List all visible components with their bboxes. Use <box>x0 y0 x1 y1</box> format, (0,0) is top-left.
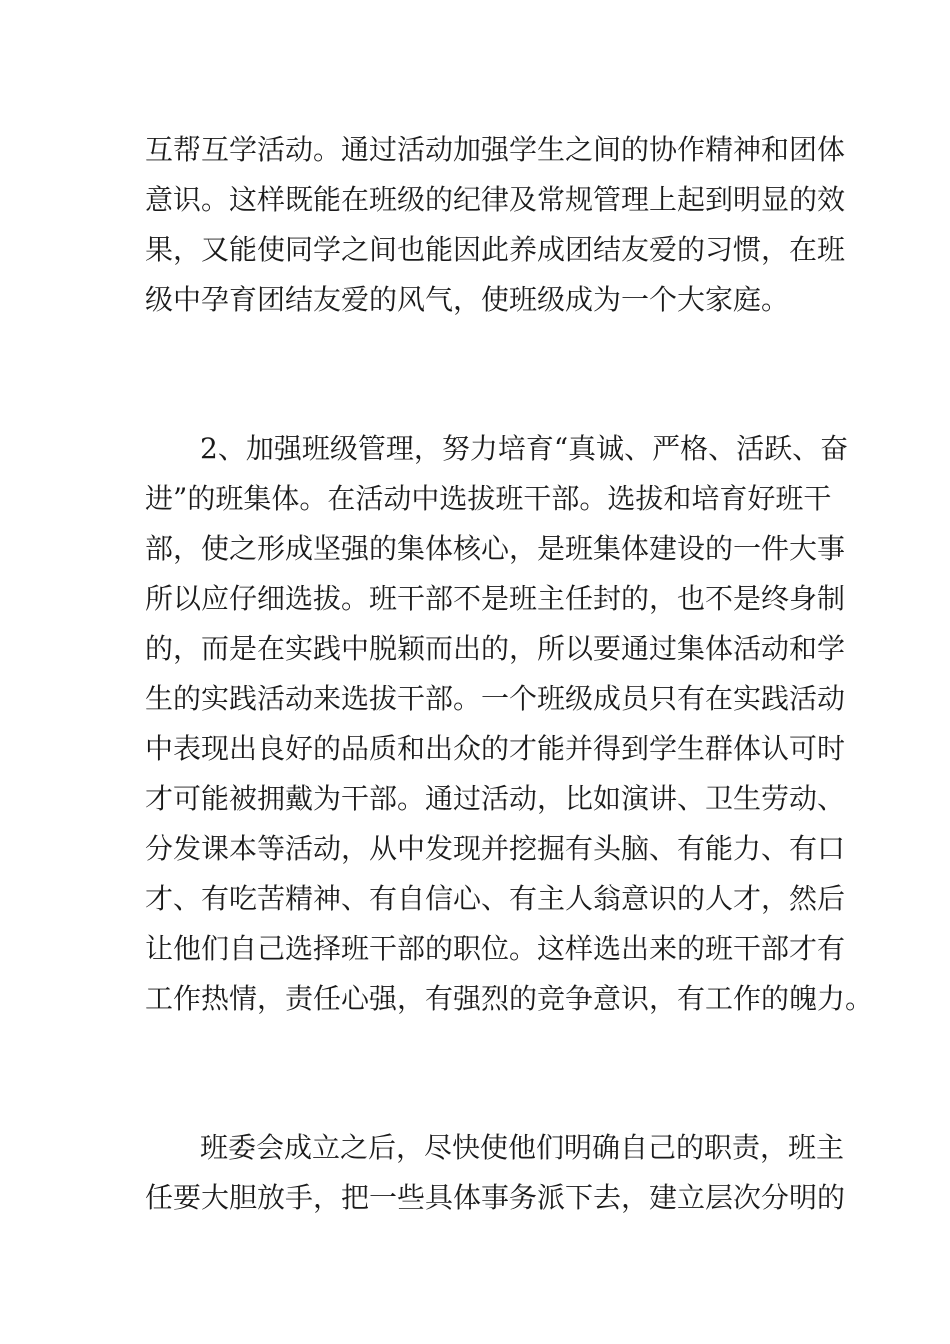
paragraph-1-line-4: 级中孕育团结友爱的风气，使班级成为一个大家庭。 <box>145 283 790 316</box>
paragraph-3-line-2: 任要大胆放手，把一些具体事务派下去，建立层次分明的 <box>145 1181 846 1214</box>
paragraph-2-line-2: 进”的班集体。在活动中选拔班干部。选拔和培育好班干 <box>145 482 832 515</box>
paragraph-2-line-8: 才可能被拥戴为干部。通过活动，比如演讲、卫生劳动、 <box>145 782 846 815</box>
paragraph-2-line-5: 的，而是在实践中脱颖而出的，所以要通过集体活动和学 <box>145 632 846 665</box>
paragraph-1-line-3: 果，又能使同学之间也能因此养成团结友爱的习惯，在班 <box>145 233 846 266</box>
paragraph-2-line-7: 中表现出良好的品质和出众的才能并得到学生群体认可时 <box>145 732 846 765</box>
paragraph-1-line-1: 互帮互学活动。通过活动加强学生之间的协作精神和团体 <box>145 133 846 166</box>
paragraph-2-line-1: 2、加强班级管理，努力培育“真诚、严格、活跃、奋 <box>200 432 849 465</box>
paragraph-2-line-4: 所以应仔细选拔。班干部不是班主任封的，也不是终身制 <box>145 582 846 615</box>
paragraph-2-line-11: 让他们自己选择班干部的职位。这样选出来的班干部才有 <box>145 932 846 965</box>
paragraph-2-line-9: 分发课本等活动，从中发现并挖掘有头脑、有能力、有口 <box>145 832 846 865</box>
paragraph-2-line-6: 生的实践活动来选拔干部。一个班级成员只有在实践活动 <box>145 682 846 715</box>
paragraph-2-line-12: 工作热情，责任心强，有强烈的竞争意识，有工作的魄力。 <box>145 982 874 1015</box>
paragraph-3-line-1: 班委会成立之后，尽快使他们明确自己的职责，班主 <box>200 1131 845 1164</box>
paragraph-2-line-3: 部，使之形成坚强的集体核心，是班集体建设的一件大事 <box>145 532 846 565</box>
paragraph-2-line-10: 才、有吃苦精神、有自信心、有主人翁意识的人才，然后 <box>145 882 846 915</box>
paragraph-1-line-2: 意识。这样既能在班级的纪律及常规管理上起到明显的效 <box>145 183 846 216</box>
